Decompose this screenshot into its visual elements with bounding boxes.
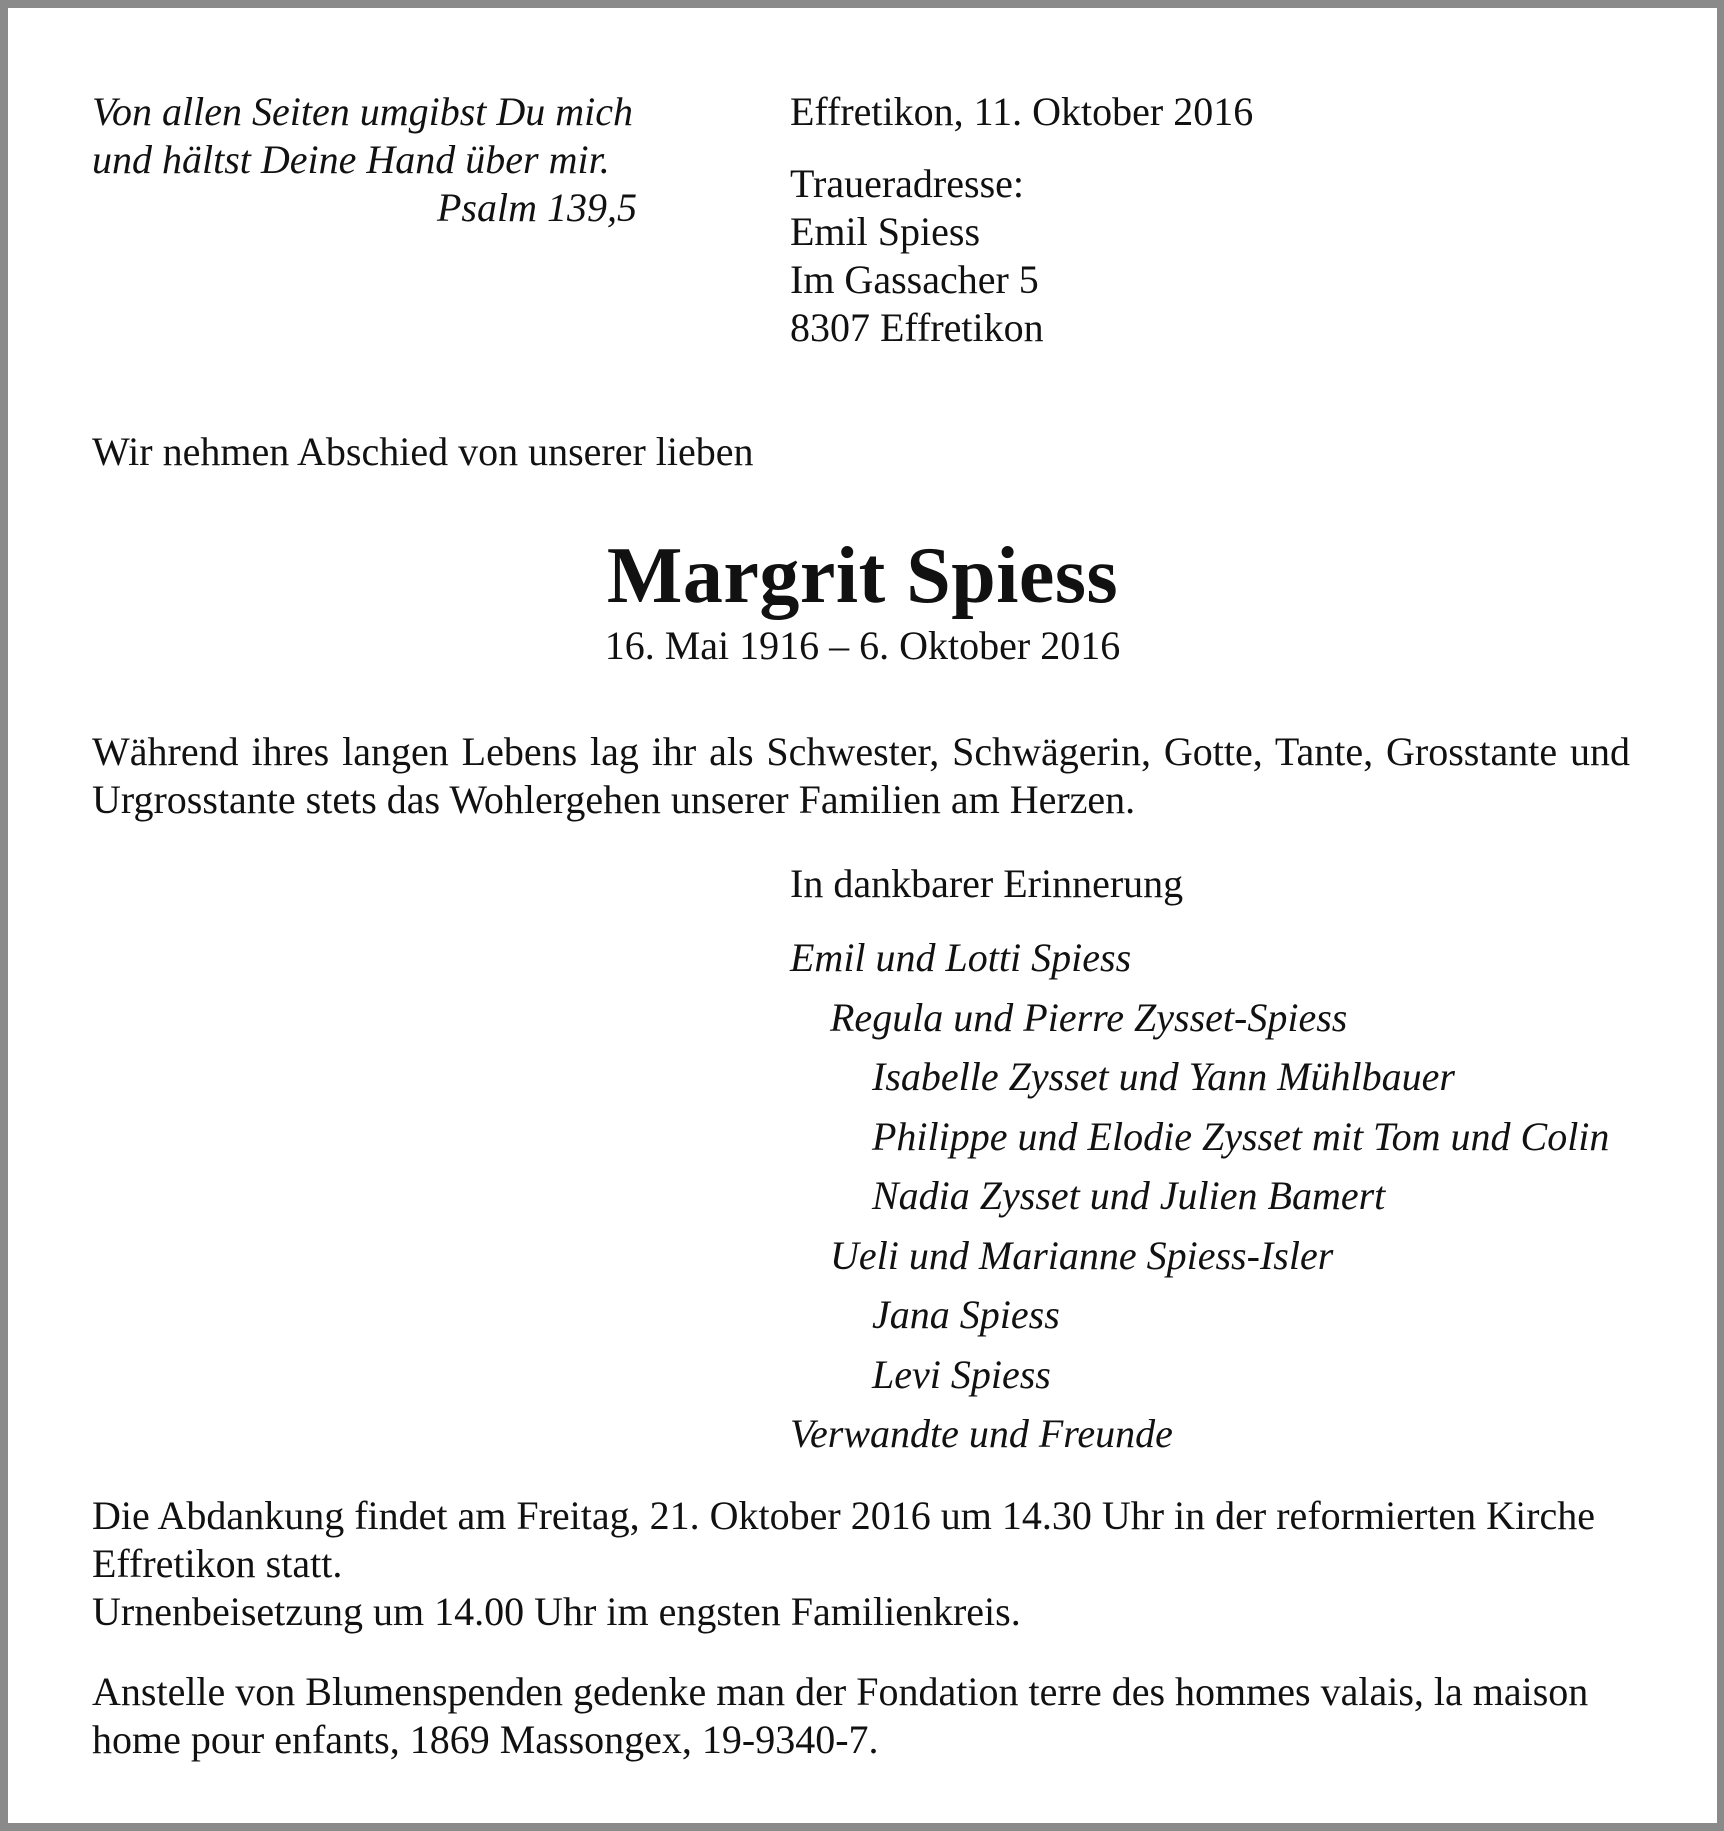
mourner-entry: Nadia Zysset und Julien Bamert [872,1173,1386,1218]
psalm-line-2: und hältst Deine Hand über mir. [92,137,610,182]
mourner-entry: Isabelle Zysset und Yann Mühlbauer [872,1054,1455,1099]
mourner-entry: Regula und Pierre Zysset-Spiess [830,994,1348,1040]
deceased-name: Margrit Spiess [606,532,1119,620]
mourner-entry: Emil und Lotti Spiess [790,935,1132,980]
intro-line: Wir nehmen Abschied von unserer lieben [92,429,754,474]
mourner-entry: Jana Spiess [872,1292,1060,1337]
obituary-page [8,8,1717,1823]
mourner-entry: Levi Spiess [872,1351,1051,1397]
donation-note: Anstelle von Blumenspenden gedenke man der Fondation terre des hommes valais, la maison home pour enfants, 1869 Massongex, 19-9340-7. [92,1669,1589,1762]
mourners-list [790,928,1609,1464]
mourner-entry: Verwandte und Freunde [790,1411,1173,1456]
burial-text: Urnenbeisetzung um 14.00 Uhr im engsten Familienkreis. [92,1589,1021,1634]
address-street: Im Gassacher 5 [790,257,1039,302]
life-dates: 16. Mai 1916 – 6. Oktober 2016 [604,623,1121,668]
thanks-line: In dankbarer Erinnerung [790,861,1184,906]
mourning-address [790,160,1044,352]
psalm-line-1: Von allen Seiten umgibst Du mich [92,89,634,134]
tribute-paragraph: Während ihres langen Lebens lag ihr als Schwester, Schwägerin, Gotte, Tante, Grosstante und Urgrosstante stets das Wohlergehen unserer Familien am Herzen. [92,729,1630,822]
address-name: Emil Spiess [790,209,981,254]
address-city: 8307 Effretikon [790,305,1044,350]
address-label: Traueradresse: [790,161,1025,206]
mourner-entry: Ueli und Marianne Spiess-Isler [830,1232,1334,1278]
psalm-reference: Psalm 139,5 [437,185,637,230]
ceremony-text: Die Abdankung findet am Freitag, 21. Oktober 2016 um 14.30 Uhr in der reformierten Kirche Effretikon statt. [92,1493,1595,1586]
psalm-quote [92,88,637,232]
mourner-entry: Philippe und Elodie Zysset mit Tom und Colin [872,1113,1610,1159]
service-info [92,1492,1630,1636]
place-date: Effretikon, 11. Oktober 2016 [790,89,1254,134]
